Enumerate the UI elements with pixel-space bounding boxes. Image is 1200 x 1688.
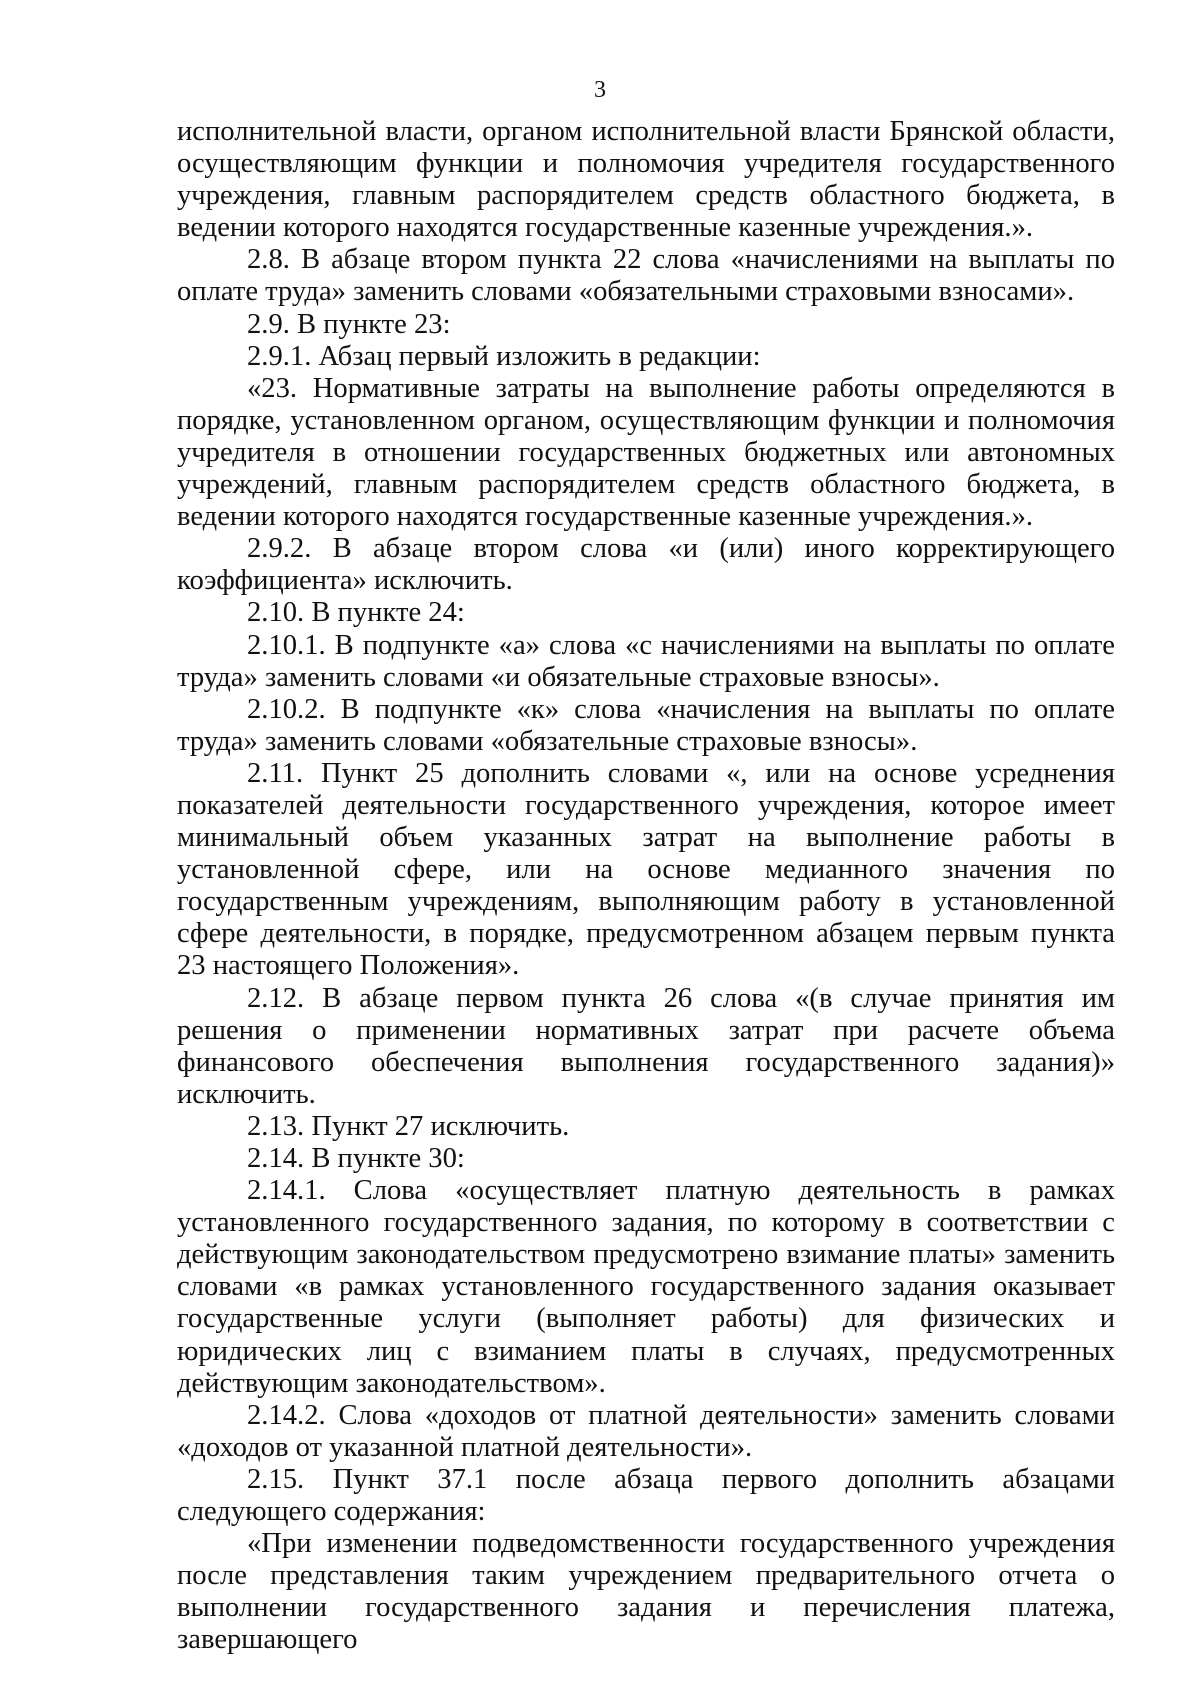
- paragraph-16: 2.15. Пункт 37.1 после абзаца первого дополнить абзацами следующего содержания:: [177, 1463, 1115, 1528]
- paragraph-4: 2.9.1. Абзац первый изложить в редакции:: [247, 340, 761, 372]
- paragraph-6: 2.9.2. В абзаце втором слова «и (или) иного корректирующего коэффициента» исключить.: [177, 533, 1115, 597]
- paragraph-5: «23. Нормативные затраты на выполнение работы определяются в порядке, установленном органом, осуществляющим функции и полномочия учредителя в отношении государственных бюджетных или автономных учреждений, главным распорядителем средств областного бюджета, в ведении которого находятся государственные казенные учреждения.».: [177, 372, 1115, 533]
- paragraph-13: 2.14. В пункте 30:: [247, 1143, 465, 1174]
- paragraph-9: 2.10.2. В подпункте «к» слова «начисления на выплаты по оплате труда» заменить словами «обязательные страховые взносы».: [177, 693, 1115, 757]
- paragraph-17: «При изменении подведомственности государственного учреждения после представления таким учреждением предварительного отчета о выполнении государственного задания и перечисления платежа, завершающего: [177, 1528, 1115, 1656]
- paragraph-2: 2.8. В абзаце втором пункта 22 слова «начислениями на выплаты по оплате труда» заменить словами «обязательными страховыми взносами».: [177, 244, 1115, 308]
- paragraph-1: исполнительной власти, органом исполнительной власти Брянской области, осуществляющим функции и полномочия учредителя государственного учреждения, главным распорядителем средств областного бюджета, в ведении которого находятся государственные казенные учреждения.».: [177, 116, 1115, 244]
- paragraph-8: 2.10.1. В подпункте «а» слова «с начислениями на выплаты по оплате труда» заменить словами «и обязательные страховые взносы».: [177, 629, 1115, 693]
- paragraph-10: 2.11. Пункт 25 дополнить словами «, или на основе усреднения показателей деятельности государственного учреждения, которое имеет минимальный объем указанных затрат на выполнение работы в установленной сфере, или на основе медианного значения по государственным учреждениям, выполняющим работу в установленной сфере деятельности, в порядке, предусмотренном абзацем первым пункта 23 настоящего Положения».: [177, 757, 1115, 982]
- paragraph-7: 2.10. В пункте 24:: [247, 597, 465, 629]
- page-number: 3: [594, 77, 606, 103]
- paragraph-15: 2.14.2. Слова «доходов от платной деятельности» заменить словами «доходов от указанной платной деятельности».: [177, 1399, 1115, 1463]
- document-body: [177, 116, 1115, 1657]
- paragraph-3: 2.9. В пункте 23:: [247, 308, 451, 340]
- paragraph-12: 2.13. Пункт 27 исключить.: [247, 1110, 570, 1142]
- paragraph-14: 2.14.1. Слова «осуществляет платную деятельность в рамках установленного государственного задания, по которому в соответствии с действующим законодательством предусмотрено взимание платы» заменить словами «в рамках установленного государственного задания оказывает государственные услуги (выполняет работы) для физических и юридических лиц с взиманием платы в случаях, предусмотренных действующим законодательством».: [177, 1175, 1115, 1399]
- paragraph-11: 2.12. В абзаце первом пункта 26 слова «(в случае принятия им решения о применении нормативных затрат при расчете объема финансового обеспечения выполнения государственного задания)» исключить.: [177, 982, 1115, 1110]
